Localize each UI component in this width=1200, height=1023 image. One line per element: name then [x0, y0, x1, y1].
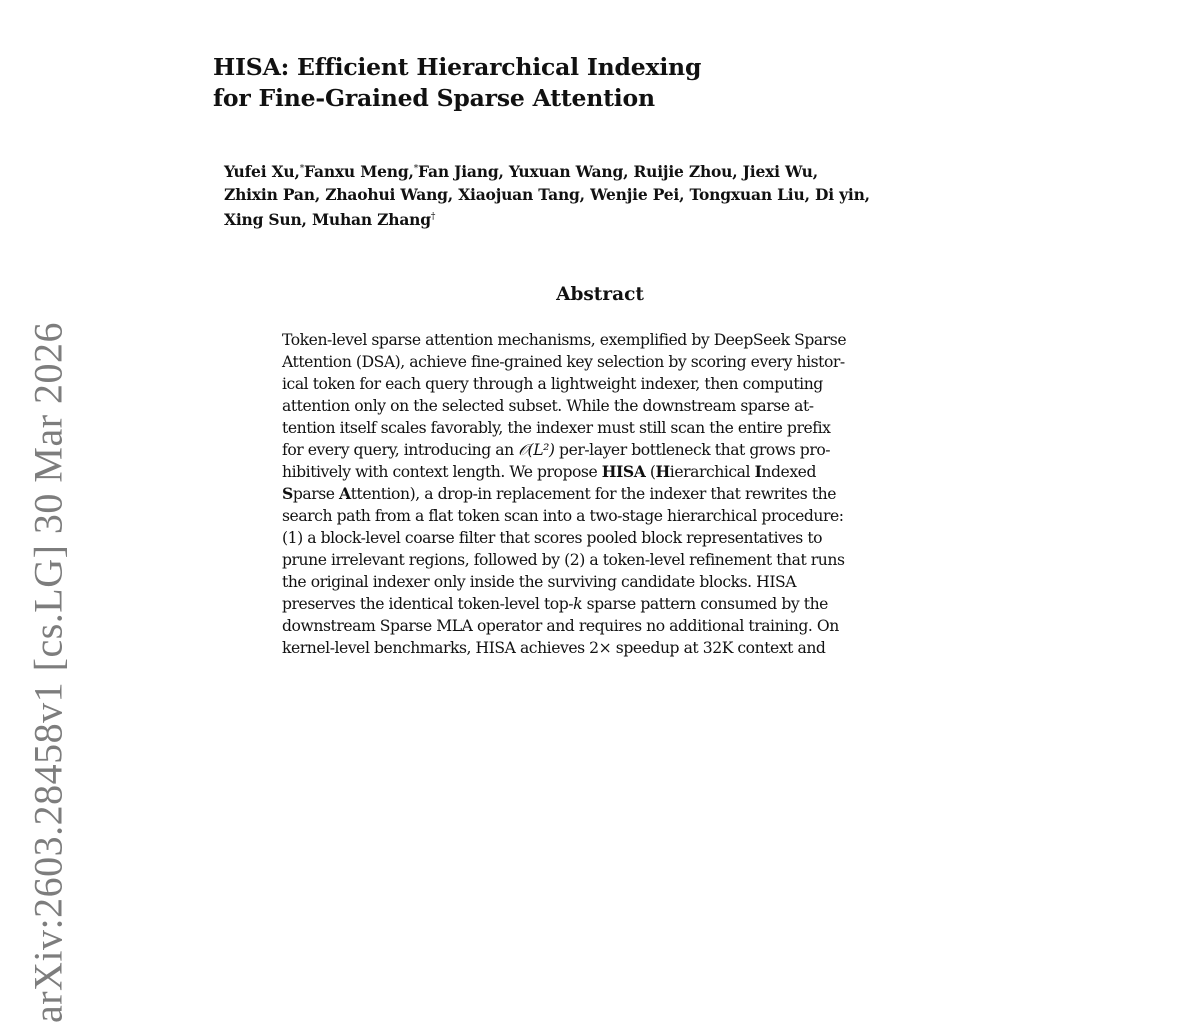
- abstract-line: Attention (DSA), achieve fine-grained key selection by scoring every histor-: [282, 353, 845, 371]
- title-line-1: HISA: Efficient Hierarchical Indexing: [213, 53, 702, 81]
- author-line-3-names: Xing Sun, Muhan Zhang: [224, 210, 431, 230]
- abstract-line: (1) a block-level coarse filter that scores pooled block representatives to: [282, 529, 823, 547]
- abstract-text: for every query, introducing an: [282, 441, 519, 459]
- author-list: [224, 158, 984, 231]
- abstract-line: Token-level sparse attention mechanisms, exemplified by DeepSeek Sparse: [282, 331, 847, 349]
- abstract-line: the original indexer only inside the surviving candidate blocks. HISA: [282, 573, 797, 591]
- abstract-line: ical token for each query through a lightweight indexer, then computing: [282, 375, 823, 393]
- author-yufei-xu: Yufei Xu,: [224, 162, 300, 182]
- abstract-text: (: [645, 463, 656, 481]
- equal-contribution-mark: *: [299, 164, 305, 174]
- math-variable-k: k: [573, 595, 583, 613]
- abstract-line: [282, 593, 920, 615]
- abstract-line: prune irrelevant regions, followed by (2) a token-level refinement that runs: [282, 551, 845, 569]
- abstract-line: tention itself scales favorably, the indexer must still scan the entire prefix: [282, 419, 831, 437]
- equal-contribution-mark: *: [413, 164, 419, 174]
- abstract-body: [282, 329, 920, 659]
- abstract-line: [282, 461, 920, 483]
- acronym-letter: S: [282, 484, 293, 503]
- abstract-line: [282, 439, 920, 461]
- acronym-letter: I: [754, 462, 762, 481]
- abstract-text: sparse pattern consumed by the: [582, 595, 828, 613]
- author-line-2: Zhixin Pan, Zhaohui Wang, Xiaojuan Tang, Wenjie Pei, Tongxuan Liu, Di yin,: [224, 185, 870, 205]
- abstract-text: ttention), a drop-in replacement for the indexer that rewrites the: [350, 485, 837, 503]
- author-line-1: [224, 158, 984, 183]
- acronym-letter: H: [655, 462, 670, 481]
- author-line-3: [224, 206, 984, 231]
- complexity-math: 𝒪(L²): [518, 441, 555, 459]
- author-list-remainder: Fan Jiang, Yuxuan Wang, Ruijie Zhou, Jiexi Wu,: [418, 162, 818, 182]
- abstract-line: [282, 483, 920, 505]
- corresponding-author-mark: †: [430, 212, 436, 223]
- abstract-heading: Abstract: [556, 284, 644, 305]
- abstract-line: search path from a flat token scan into a two-stage hierarchical procedure:: [282, 507, 844, 525]
- author-fanxu-meng: Fanxu Meng,: [304, 162, 414, 182]
- abstract-line: attention only on the selected subset. While the downstream sparse at-: [282, 397, 814, 415]
- title-line-2: for Fine-Grained Sparse Attention: [213, 84, 655, 112]
- abstract-text: ndexed: [761, 463, 816, 481]
- acronym-letter: A: [339, 484, 351, 503]
- abstract-text: parse: [292, 485, 340, 503]
- arxiv-stamp-text: arXiv:2603.28458v1 [cs.LG] 30 Mar 2026: [25, 321, 71, 1023]
- abstract-text: hibitively with context length. We propose: [282, 463, 602, 481]
- abstract-line: kernel-level benchmarks, HISA achieves 2× speedup at 32K context and: [282, 639, 826, 657]
- abstract-text: ierarchical: [669, 463, 755, 481]
- abstract-line: downstream Sparse MLA operator and requires no additional training. On: [282, 617, 839, 635]
- abstract-text: preserves the identical token-level top-: [282, 595, 574, 613]
- method-name: HISA: [601, 462, 646, 481]
- paper-title: [213, 52, 813, 114]
- arxiv-identifier-stamp: [20, 0, 76, 1023]
- abstract-text: per-layer bottleneck that grows pro-: [554, 441, 831, 459]
